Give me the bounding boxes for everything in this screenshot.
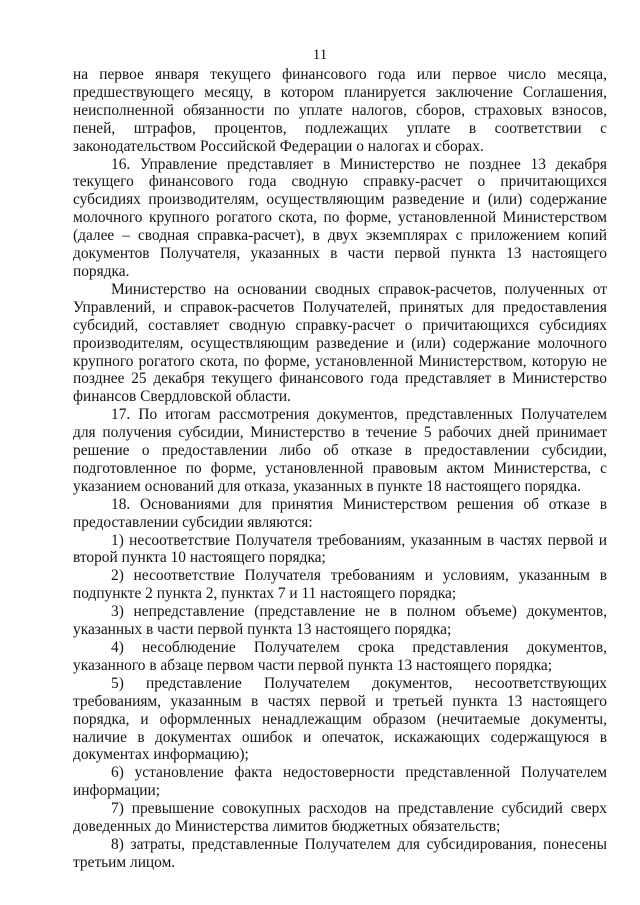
paragraph-item-17: 17. По итогам рассмотрения документов, представленных Получателем для получения субсидии, Министерство в течение 5 рабочих дней принимает решение о предоставлении либо об отказе в предоставлении субсидии, подготовленное по форме, установленной правовым актом Министерства, с указанием оснований для отказа, указанных в пункте 18 настоящего порядка. [73,406,607,495]
paragraph-item-16: 16. Управление представляет в Министерство не позднее 13 декабря текущего финансового года сводную справку-расчет о причитающихся субсидиях производителям, осуществляющим разведение и (или) содержание молочного крупного рогатого скота, по форме, установленной Министерством (далее – сводная справка-расчет), в двух экземплярах с приложением копий документов Получателя, указанных в части первой пункта 13 настоящего порядка. [73,155,607,280]
list-item-1: 1) несоответствие Получателя требованиям, указанным в частях первой и второй пункта 10 настоящего порядка; [73,531,607,567]
page-number: 11 [312,47,328,63]
list-item-7: 7) превышение совокупных расходов на представление субсидий сверх доведенных до Министерства лимитов бюджетных обязательств; [73,800,607,836]
paragraph-continuation: на первое января текущего финансового года или первое число месяца, предшествующего месяцу, в котором планируется заключение Соглашения, неисполненной обязанности по уплате налогов, сборов, страховых взносов, пеней, штрафов, процентов, подлежащих уплате в соответствии с законодательством Российской Федерации о налогах и сборах. [73,66,607,155]
paragraph-ministry-summary: Министерство на основании сводных справок-расчетов, полученных от Управлений, и справок-расчетов Получателей, принятых для предоставления субсидий, составляет сводную справку-расчет о причитающихся субсидиях производителям, осуществляющим разведение и (или) содержание молочного крупного рогатого скота, по форме, установленной Министерством, которую не позднее 25 декабря текущего финансового года представляет в Министерство финансов Свердловской области. [73,280,607,406]
list-item-6: 6) установление факта недостоверности представленной Получателем информации; [73,764,607,800]
list-item-4: 4) несоблюдение Получателем срока представления документов, указанного в абзаце первом части первой пункта 13 настоящего порядка; [73,639,607,674]
paragraph-item-18: 18. Основаниями для принятия Министерством решения об отказе в предоставлении субсидии являются: [73,495,607,531]
list-item-8: 8) затраты, представленные Получателем для субсидирования, понесены третьим лицом. [73,835,607,871]
list-item-5: 5) представление Получателем документов, несоответствующих требованиям, указанным в частях первой и третьей пункта 13 настоящего порядка, и оформленных ненадлежащим образом (нечитаемые документы, наличие в документах ошибок и опечаток, искажающих содержащуюся в документах информацию); [73,674,607,764]
document-body [73,66,607,872]
list-item-2: 2) несоответствие Получателя требованиям и условиям, указанным в подпункте 2 пункта 2, пунктах 7 и 11 настоящего порядка; [73,567,607,603]
list-item-3: 3) непредставление (представление не в полном объеме) документов, указанных в части первой пункта 13 настоящего порядка; [73,603,607,639]
